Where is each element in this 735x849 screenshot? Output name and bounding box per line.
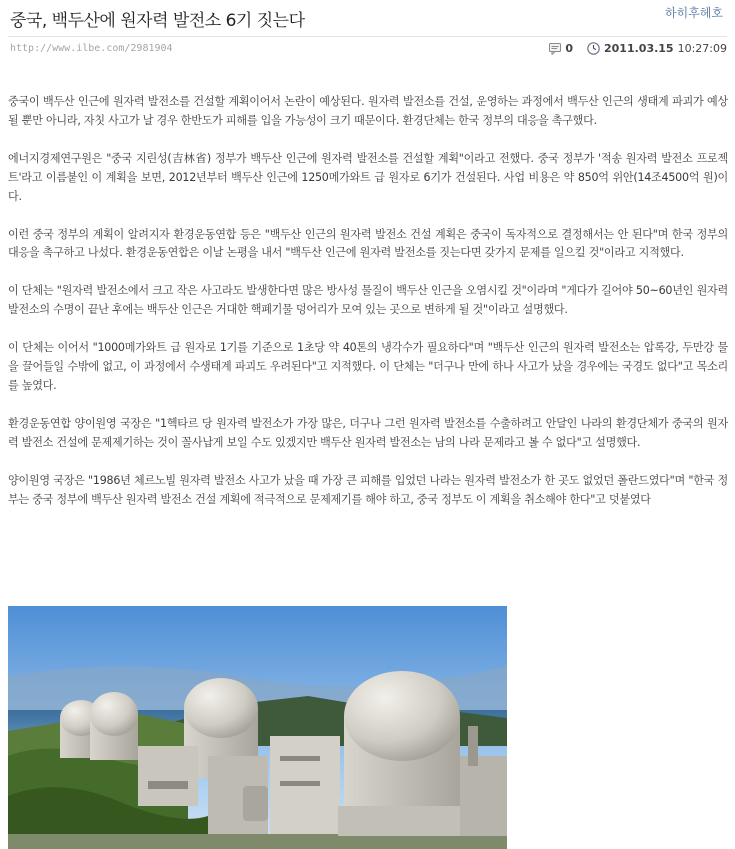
- article-paragraph: 중국이 백두산 인근에 원자력 발전소를 건설할 계획이어서 논란이 예상된다. 원자력 발전소를 건설, 운영하는 과정에서 백두산 인근의 생태계 파괴가 예상될 뿐만 아니라, 자칫 사고가 날 경우 한반도가 피해를 입을 가능성이 크기 때문이다. 환경단체는 한국 정부의 대응을 촉구했다.: [8, 95, 728, 127]
- clock-icon: [587, 42, 600, 55]
- post-url[interactable]: http://www.ilbe.com/2981904: [10, 43, 173, 54]
- post-date: 2011.03.15: [604, 42, 674, 55]
- author-link[interactable]: 하히후헤호: [665, 6, 723, 20]
- post-time: 10:27:09: [677, 42, 727, 55]
- article-title: 중국, 백두산에 원자력 발전소 6기 짓는다: [10, 11, 305, 31]
- article-paragraph: 이 단체는 "원자력 발전소에서 크고 작은 사고라도 발생한다면 많은 방사성 물질이 백두산 인근을 오염시킬 것"이라며 "게다가 길어야 50~60년인 원자력 발전소의 수명이 끝난 후에는 백두산 인근은 거대한 핵폐기물 덩어리가 모여 있는 곳으로 변하게 될 것"이라고 설명했다.: [8, 284, 728, 317]
- article-body: [8, 93, 728, 529]
- speech-bubble-icon: [549, 43, 561, 55]
- article-paragraph: 환경운동연합 양이원영 국장은 "1헥타르 당 원자력 발전소가 가장 많은, 더구나 그런 원자력 발전소를 수출하려고 안달인 나라의 환경단체가 중국의 원자력 발전소 건설에 문제제기하는 것이 꼴사납게 보일 수도 있겠지만 백두산 원자력 발전소는 남의 나라 문제라고 볼 수 없다"고 설명했다.: [8, 416, 728, 449]
- nuclear-plant-photo: [8, 606, 507, 849]
- comment-count: 0: [565, 42, 573, 55]
- article-paragraph: 에너지경제연구원은 "중국 지린성(吉林省) 정부가 백두산 인근에 원자력 발전소를 건설할 계획"이라고 전했다. 중국 정부가 '적송 원자력 발전소 프로젝트'라고 이름붙인 이 계획을 보면, 2012년부터 백두산 인근에 1250메가와트 급 원자로 6기가 건설된다. 사업 비용은 약 850억 위안(14조4500억 원)이다.: [8, 151, 728, 203]
- meta-info: [549, 42, 727, 55]
- article-paragraph: 양이원영 국장은 "1986년 체르노빌 원자력 발전소 사고가 났을 때 가장 큰 피해를 입었던 나라는 원자력 발전소가 한 곳도 없었던 폴란드였다"며 "한국 정부는 중국 정부에 백두산 원자력 발전소 건설 계획에 적극적으로 문제제기를 해야 하고, 중국 정부도 이 계획을 취소해야 한다"고 덧붙였다: [8, 473, 728, 506]
- article-paragraph: 이런 중국 정부의 계획이 알려지자 환경운동연합 등은 "백두산 인근의 원자력 발전소 건설 계획은 중국이 독자적으로 결정해서는 안 된다"며 한국 정부의 대응을 촉구하고 나섰다. 환경운동연합은 이날 논평을 내서 "백두산 인근에 원자력 발전소를 짓는다면 갖가지 문제를 일으킬 것"이라고 지적했다.: [8, 227, 728, 260]
- post-meta: [10, 42, 727, 58]
- title-divider: [8, 36, 727, 37]
- article-paragraph: 이 단체는 이어서 "1000메가와트 급 원자로 1기를 기준으로 1초당 약 40톤의 냉각수가 필요하다"며 "백두산 인근의 원자력 발전소는 압록강, 두만강 물을 끌어들일 수밖에 없고, 이 과정에서 수생태계 파괴도 우려된다"고 지적했다. 이 단체는 "더구나 만에 하나 사고가 났을 경우에는 국경도 없다"고 목소리를 높였다.: [8, 341, 728, 392]
